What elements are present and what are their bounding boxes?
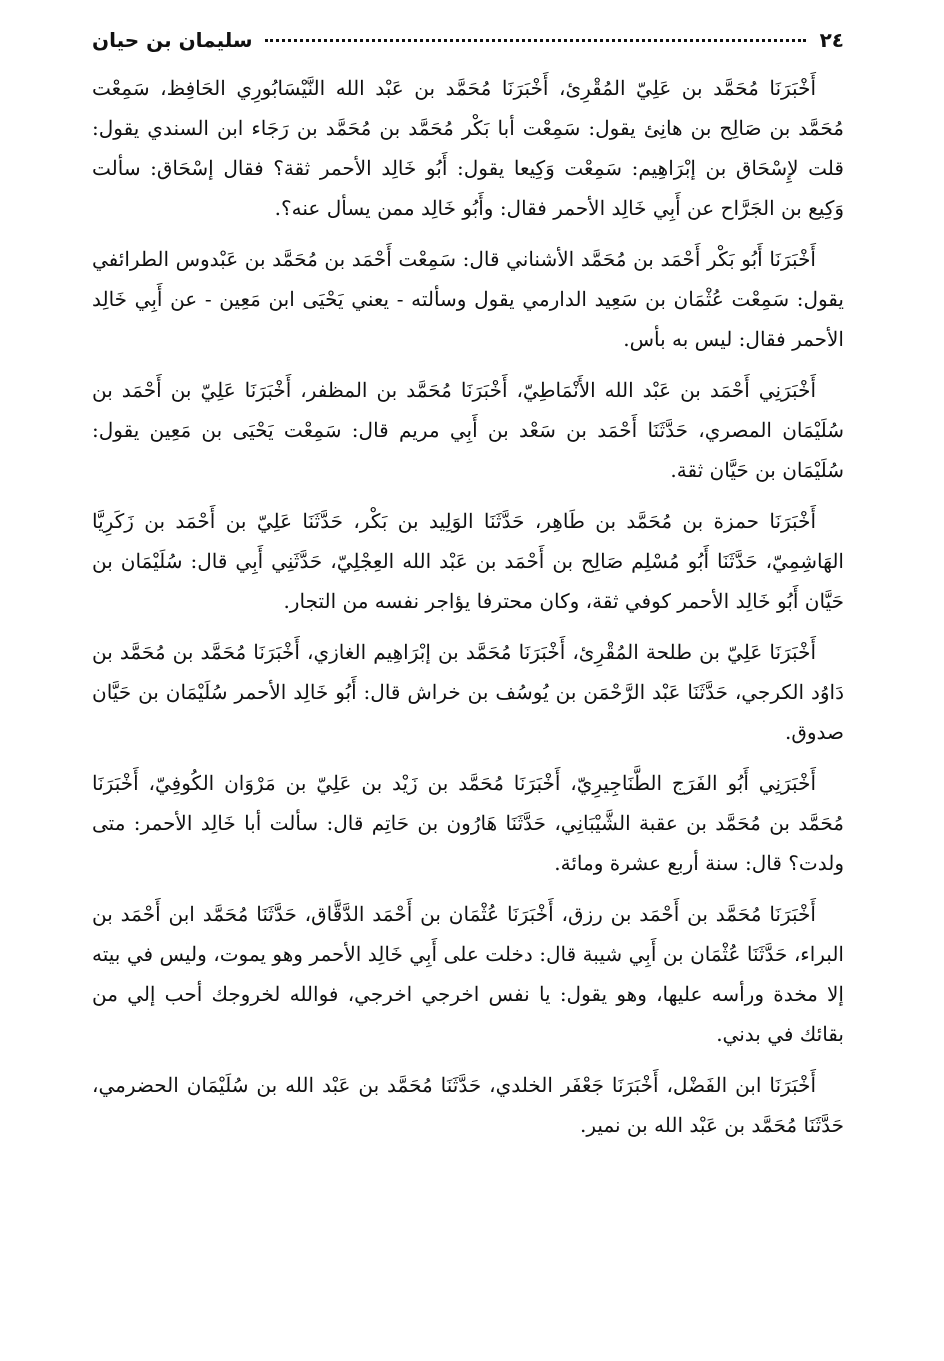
text-paragraph-1: أَخْبَرَنَا مُحَمَّد بن عَلِيّ المُقْرِئ، أَخْبَرَنَا مُحَمَّد بن عَبْد الله النَّيْسَابُورِي الحَافِظ، سَمِعْت مُحَمَّد بن صَالِح بن هانِئ يقول: سَمِعْت أبا بَكْر مُحَمَّد بن مُحَمَّد بن رَجَاء ابن السندي يقول: قلت لإِسْحَاق بن إبْرَاهِيم: سَمِعْت وَكِيعا يقول: أَبُو خَالِد الأحمر ثقة؟ فقال إسْحَاق: سألت وَكِيع بن الجَرَّاح عن أَبِي خَالِد الأحمر فقال: وأَبُو خَالِد ممن يسأل عنه؟. [92,76,844,220]
page-header [92,28,844,68]
text-paragraph-8: أَخْبَرَنَا ابن الفَضْل، أَخْبَرَنَا جَعْفَر الخلدي، حَدَّثَنَا مُحَمَّد بن عَبْد الله بن سُلَيْمَان الحضرمي، حَدَّثَنَا مُحَمَّد بن عَبْد الله بن نمير. [92,1073,844,1137]
header-dotted-leader [265,39,806,42]
text-paragraph-3: أَخْبَرَنِي أَحْمَد بن عَبْد الله الأَنْمَاطِيّ، أَخْبَرَنَا مُحَمَّد بن المظفر، أَخْبَرَنَا عَلِيّ بن أَحْمَد بن سُلَيْمَان المصري، حَدَّثَنَا أَحْمَد بن سَعْد بن أَبِي مريم قال: سَمِعْت يَحْيَى بن مَعِين يقول: سُلَيْمَان بن حَيَّان ثقة. [92,378,844,482]
text-paragraph-4: أَخْبَرَنَا حمزة بن مُحَمَّد بن طَاهِر، حَدَّثَنَا الوَلِيد بن بَكْر، حَدَّثَنَا عَلِيّ بن أَحْمَد بن زَكَرِيَّا الهَاشِمِيّ، حَدَّثَنَا أَبُو مُسْلِم صَالِح بن أَحْمَد بن عَبْد الله العِجْلِيّ، حَدَّثَنِي أَبِي قال: سُلَيْمَان بن حَيَّان أَبُو خَالِد الأحمر كوفي ثقة، وكان محترفا يؤاجر نفسه من التجار. [92,509,844,613]
text-paragraph-6: أَخْبَرَنِي أَبُو الفَرَج الطَّنَاجِيرِيّ، أَخْبَرَنَا مُحَمَّد بن زَيْد بن عَلِيّ بن مَرْوَان الكُوفِيّ، أَخْبَرَنَا مُحَمَّد بن مُحَمَّد بن عقبة الشَّيْبَانِي، حَدَّثَنَا هَارُون بن حَاتِم قال: سألت أبا خَالِد الأحمر: متى ولدت؟ قال: سنة أربع عشرة ومائة. [92,771,844,875]
running-title: سليمان بن حيان [92,28,253,52]
text-paragraph-7: أَخْبَرَنَا مُحَمَّد بن أَحْمَد بن رزق، أَخْبَرَنَا عُثْمَان بن أَحْمَد الدَّقَّاق، حَدَّثَنَا مُحَمَّد ابن أَحْمَد بن البراء، حَدَّثَنَا عُثْمَان بن أَبِي شيبة قال: دخلت على أَبِي خَالِد الأحمر وهو يموت، وليس في بيته إلا مخدة ورأسه عليها، وهو يقول: يا نفس اخرجي اخرجي، فوالله لخروجك أحب إلي من بقائك في بدني. [92,902,844,1046]
text-paragraph-2: أَخْبَرَنَا أَبُو بَكْر أَحْمَد بن مُحَمَّد الأشناني قال: سَمِعْت أَحْمَد بن مُحَمَّد بن عَبْدوس الطرائفي يقول: سَمِعْت عُثْمَان بن سَعِيد الدارمي يقول وسألته - يعني يَحْيَى ابن مَعِين - عن أَبِي خَالِد الأحمر فقال: ليس به بأس. [92,247,844,351]
text-paragraph-5: أَخْبَرَنَا عَلِيّ بن طلحة المُقْرِئ، أَخْبَرَنَا مُحَمَّد بن إبْرَاهِيم الغازي، أَخْبَرَنَا مُحَمَّد بن مُحَمَّد بن دَاوُد الكرجي، حَدَّثَنَا عَبْد الرَّحْمَن بن يُوسُف بن خراش قال: أَبُو خَالِد الأحمر سُلَيْمَان بن حَيَّان صدوق. [92,640,844,744]
book-page [92,28,844,1338]
page-number: ٢٤ [819,28,844,52]
